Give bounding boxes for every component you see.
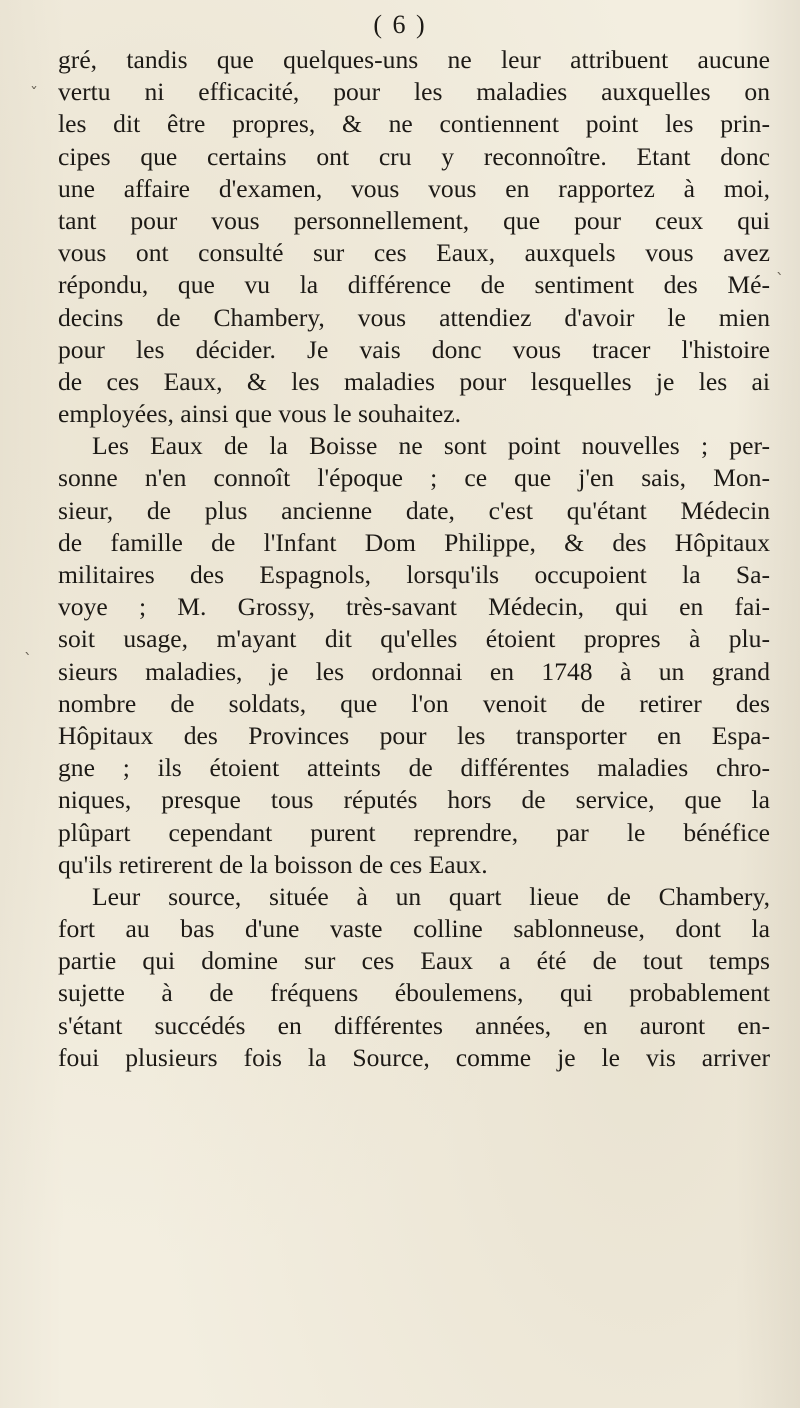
- margin-mark-left-lower: ˋ: [24, 650, 32, 669]
- text-line: vertu ni efficacité, pour les maladies auxquelles on: [58, 77, 770, 107]
- text-line: vous ont consulté sur ces Eaux, auxquels vous avez: [58, 238, 770, 268]
- text-line: de ces Eaux, & les maladies pour lesquelles je les ai: [58, 366, 770, 396]
- text-line: Leur source, située à un quart lieue de Chambery,: [92, 881, 770, 911]
- paragraph-3: [58, 881, 770, 1074]
- text-line: militaires des Espagnols, lorsqu'ils occupoient la Sa-: [58, 560, 770, 589]
- text-line: nombre de soldats, que l'on venoit de retirer des: [58, 688, 770, 718]
- text-line: partie qui domine sur ces Eaux a été de tout temps: [58, 946, 770, 976]
- page-number: ( 6 ): [373, 10, 427, 39]
- text-line: sieur, de plus ancienne date, c'est qu'étant Médecin: [58, 495, 770, 525]
- text-line: employées, ainsi que vous le souhaitez.: [58, 399, 462, 429]
- text-line: gré, tandis que quelques-uns ne leur attribuent aucune: [58, 45, 770, 74]
- text-line: une affaire d'examen, vous vous en rapportez à moi,: [58, 173, 770, 203]
- text-line: foui plusieurs fois la Source, comme je le vis arriver: [58, 1042, 770, 1072]
- body-text: [58, 44, 770, 1074]
- text-line: niques, presque tous réputés hors de service, que la: [58, 785, 770, 815]
- text-line: sonne n'en connoît l'époque ; ce que j'en sais, Mon-: [58, 463, 770, 493]
- text-line: les dit être propres, & ne contiennent point les prin-: [58, 109, 770, 139]
- paragraph-1: [58, 44, 770, 430]
- margin-mark-left: ˇ: [30, 84, 38, 103]
- text-line: decins de Chambery, vous attendiez d'avoir le mien: [58, 302, 770, 332]
- text-line: qu'ils retirerent de la boisson de ces Eaux.: [58, 849, 488, 879]
- text-line: soit usage, m'ayant dit qu'elles étoient propres à plu-: [58, 624, 770, 654]
- text-line: cipes que certains ont cru y reconnoître. Etant donc: [58, 141, 770, 171]
- text-line: s'étant succédés en différentes années, en auront en-: [58, 1010, 770, 1040]
- margin-mark-right: ˎ: [776, 256, 784, 275]
- text-line: plûpart cependant purent reprendre, par le bénéfice: [58, 817, 770, 847]
- text-line: sujette à de fréquens éboulemens, qui probablement: [58, 978, 770, 1008]
- text-line: gne ; ils étoient atteints de différentes maladies chro-: [58, 753, 770, 783]
- text-line: Les Eaux de la Boisse ne sont point nouvelles ; per-: [92, 431, 770, 461]
- text-line: tant pour vous personnellement, que pour ceux qui: [58, 205, 770, 235]
- text-line: sieurs maladies, je les ordonnai en 1748 à un grand: [58, 656, 770, 686]
- text-line: répondu, que vu la différence de sentiment des Mé-: [58, 270, 770, 300]
- paragraph-2: [58, 430, 770, 881]
- text-line: Hôpitaux des Provinces pour les transporter en Espa-: [58, 720, 770, 750]
- text-line: voye ; M. Grossy, très-savant Médecin, qui en fai-: [58, 592, 770, 622]
- text-line: pour les décider. Je vais donc vous tracer l'histoire: [58, 334, 770, 364]
- text-line: fort au bas d'une vaste colline sablonneuse, dont la: [58, 914, 770, 944]
- text-line: de famille de l'Infant Dom Philippe, & des Hôpitaux: [58, 527, 770, 557]
